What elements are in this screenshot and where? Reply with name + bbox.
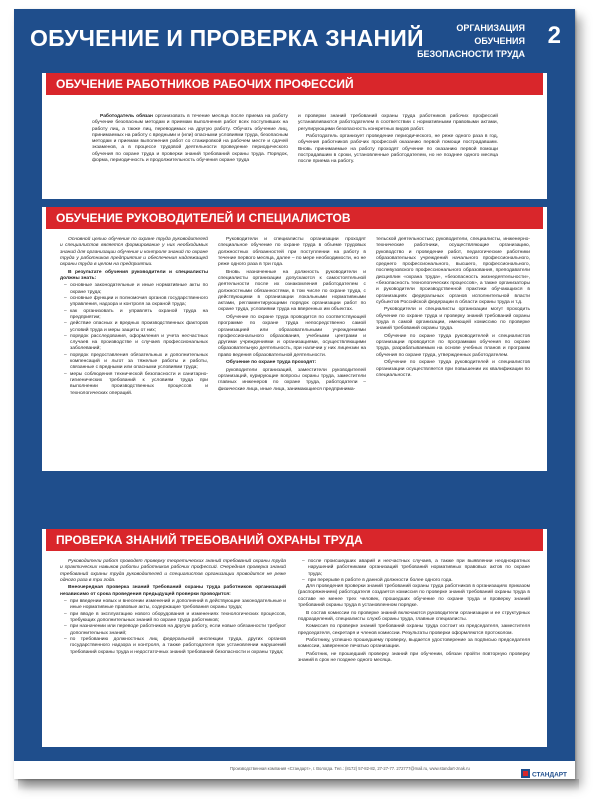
section-title: ПРОВЕРКА ЗНАНИЙ ТРЕБОВАНИЙ ОХРАНЫ ТРУДА [56, 533, 363, 547]
paragraph: В состав комиссии по проверке знаний включаются руководители организации и ее структурных подразделений, специалисты служб охраны труда, главные специалисты. [298, 610, 530, 622]
list-item: – при вводе в эксплуатацию нового оборудования и изменениях технологических процессов, требующих дополнительных знаний по охране труда работников; [70, 612, 286, 625]
header-bar [14, 9, 575, 65]
text-column-2 [218, 237, 366, 469]
list-item: – основные функции и полномочия органов государственного управления, надзора и контроля за охраной труда; [70, 296, 208, 309]
check-reasons-list [60, 599, 286, 656]
section-header-knowledge-check [42, 529, 547, 551]
list-item: – после происшедших аварий и несчастных случаев, а также при выявлении неоднократных нарушений работниками организаций требований нормативных правовых актов по охране труда; [308, 559, 530, 578]
topic-line-2: БЕЗОПАСНОСТИ ТРУДА [417, 49, 525, 59]
lead-phrase: Работодатель обязан [100, 114, 153, 119]
section-body-workers [42, 95, 547, 199]
paragraph: Обучение по охране труда проводится по соответствующей программе по охране труда непосредственно самой организацией или образовательными учреждениями профессионального образования, учебными центрами и другими учреждениями и организациями, осуществляющими образовательную деятельность, при наличии у них лицензии на право ведения образовательной деятельности. [218, 314, 366, 358]
paragraph: Работник, не прошедший проверку знаний при обучении, обязан пройти повторную проверку знаний в срок не позднее одного месяца. [298, 651, 530, 664]
paragraph: Работнику, успешно прошедшему проверку, выдается удостоверение за подписью председателя комиссии, заверенное печатью организации. [298, 638, 530, 650]
text-column-2 [298, 559, 530, 743]
list-item: – при перерыве в работе в данной должности более одного года. [308, 578, 530, 584]
list-item: – основные законодательные и иные нормативные акты по охране труда; [70, 283, 208, 296]
paragraph: и проверки знаний требований охраны труда работников рабочих профессий устанавливаются работодателем в соответствии с нормативными правовыми актами, регулирующими безопасность конкретных видов работ. [298, 114, 498, 132]
knowledge-list [60, 283, 208, 396]
list-item: – действие опасных и вредных производственных факторов условий труда и меры защиты от них; [70, 321, 208, 334]
poster-number: 2 [547, 22, 561, 49]
paragraph: Комиссия по проверке знаний требований охраны труда состоит из председателя, заместителя председателя, секретаря и членов комиссии. Результаты проверки оформляются протоколом. [298, 624, 530, 636]
logo-text: СТАНДАРТ [532, 771, 568, 779]
paragraph: Обучение по охране труда руководителей и специалистов организации осуществляется при повышении их квалификации по специальности. [376, 360, 530, 378]
list-item: – при назначении или переводе работников на другую работу, если новые обязанности требуют дополнительных знаний; [70, 624, 286, 637]
list-item: – меры соблюдения технической безопасности и санитарно-гигиенических требований к условиям труда при выполнении производственных процессов и технологических операций. [70, 372, 208, 397]
text-column-1 [92, 114, 288, 196]
footer [14, 761, 575, 779]
paragraph: Руководители и специалисты организации проходят специальное обучение по охране труда в объеме трудовых должностных обязанностей при поступлении на работу в течение первого месяца, далее – по мере необходимости, но не реже одного раза в три года. [218, 237, 366, 268]
section-body-knowledge-check [42, 551, 547, 747]
intro-paragraph: Руководители работ проводят проверку теоретических знаний требований охраны труда и практических навыков работы работников рабочих профессий. Очередная проверка знаний требований охраны труда руководителей и специалистов организации проводится не реже одного раза в три года. [60, 559, 286, 583]
list-item: – по требованию должностных лиц федеральной инспекции труда, других органов государственного надзора и контроля, а также работодателя при установлении нарушений требований охраны труда и недостаточных знаний требований безопасности и охраны труда; [70, 637, 286, 656]
publisher-logo-icon [521, 768, 568, 779]
poster-shadow [18, 779, 579, 791]
publisher-logo [521, 764, 568, 779]
section-title: ОБУЧЕНИЕ РАБОТНИКОВ РАБОЧИХ ПРОФЕССИЙ [56, 77, 354, 91]
check-reasons-list-continued [298, 559, 530, 584]
lead-paragraph: Обучение по охране труда проходят: [226, 360, 317, 366]
footer-publisher-text: Производственная компания «Стандарт», г. Вологда. Тел.: (8172) 57-82-82, 27-27-77. 272777@mail.ru, www.standart-znak.ru [230, 766, 470, 771]
page-title: ОБУЧЕНИЕ И ПРОВЕРКА ЗНАНИЙ [30, 25, 424, 51]
paragraph: Руководители и специалисты организации могут проходить обучение по охране труда и проверку знаний требований охраны труда в самой организации, имеющей комиссию по проверке знаний требований охраны труда. [376, 307, 530, 332]
text-column-2 [298, 114, 498, 196]
text-column-1 [60, 559, 286, 743]
text-column-3 [376, 237, 530, 469]
list-item: – при введении новых и внесении изменений и дополнений в действующие законодательные и иные нормативные правовые акты, содержащие требования охраны труда; [70, 599, 286, 612]
section-title: ОБУЧЕНИЕ РУКОВОДИТЕЛЕЙ И СПЕЦИАЛИСТОВ [56, 211, 351, 225]
lead-paragraph: В результате обучения руководители и специалисты должны знать: [60, 269, 208, 281]
paragraph: тельской деятельностью; руководители, специалисты, инженерно-технические работники, осуществляющие организацию, руководство и проведение работ, педагогические работники образовательных учреждений начального профессионального, среднего профессионального, высшего, профессионального, послевузовского профессионального образования, преподаватели дисциплин «охрана труда», «безопасность жизнедеятельности», «безопасность технологических процессов», а также организаторы и руководители производственной практики обучающихся в организациях федеральных органов исполнительной власти субъектов Российской федерации в области охраны труда и т.д. [376, 237, 530, 305]
poster [14, 9, 575, 779]
paragraph: Обучение по охране труда руководителей и специалистов организации проводится по программам обучения по охране труда, разрабатываемым на основе учебных планов и программ обучения по охране труда, утвержденных работодателем. [376, 333, 530, 358]
section-body-managers [42, 229, 547, 471]
paragraph: Работодатель обязан организовать в течение месяца после приема на работу обучение безопасным методам и приемам выполнения работ всех поступивших на работу лиц, а также лиц, переводимых на другую работу. Обучать обучение лиц, принимаемых на работу с вредными и (или) опасными условиями труда, безопасным методам и приемам выполнения работ со стажировкой на рабочем месте и сдачей экзаменов, а в процессе трудовой деятельности проведение периодического обучения по охране труда и проверки знаний требований охраны труда. Порядок, форма, периодичность и продолжительность обучения охране труда [92, 114, 288, 164]
section-header-managers [42, 207, 547, 229]
list-item: – порядок предоставления обязательных и дополнительных компенсаций и льгот за тяжелые работы и работы, связанные с вредными или опасными условиями труда; [70, 353, 208, 372]
paragraph: Работодатель организует проведение периодического, не реже одного раза в год, обучения работников рабочих профессий оказанию первой помощи пострадавшим. Вновь принимаемые на работу проходят обучение по оказанию первой помощи пострадавшим в сроки, установленные работодателем, но не позднее одного месяца после приема на работу. [298, 134, 498, 165]
intro-paragraph: Основной целью обучения по охране труда руководителей и специалистов является формирование у них необходимых знаний для организации обучения и контроля знаний по охране труда у работников предприятия и обеспечения надлежащей охраны труда в целом на предприятии. [60, 237, 208, 268]
text-column-1 [60, 237, 208, 469]
paragraph: Вновь назначенные на должность руководители и специалисты организации допускаются к самостоятельной деятельности после их ознакомления работодателем с должностными обязанностями, в том числе по охране труда, с действующими в организации локальными нормативными актами, регламентирующими порядок организации работ по охране труда, условиями труда на вверенных им объектах. [218, 269, 366, 313]
section-header-workers [42, 73, 547, 95]
list-item: – как организовать и управлять охраной труда на предприятии; [70, 309, 208, 322]
list-item: – порядок расследования, оформления и учета несчастных случаев на производстве и случаев профессиональных заболеваний; [70, 334, 208, 353]
paragraph: Для проведения проверки знаний требований охраны труда работников в организациях приказом (распоряжением) работодателя создается комиссия по проверке знаний требований охраны труда в составе не менее трех человек, прошедших обучение по охране труда и проверку знаний требований охраны труда в установленном порядке. [298, 584, 530, 609]
lead-paragraph: Внеочередная проверка знаний требований охраны труда работников организаций независимо от срока проведения предыдущей проверки проводится: [60, 585, 286, 597]
paragraph: руководители организаций, заместители руководителей организаций, курирующие вопросы охраны труда, заместители главных инженеров по охране труда, работодатели – физические лица, иные лица, занимающиеся предпринима- [218, 367, 366, 392]
topic-line-1: ОРГАНИЗАЦИЯ ОБУЧЕНИЯ [456, 23, 525, 46]
topic-label [405, 22, 525, 61]
